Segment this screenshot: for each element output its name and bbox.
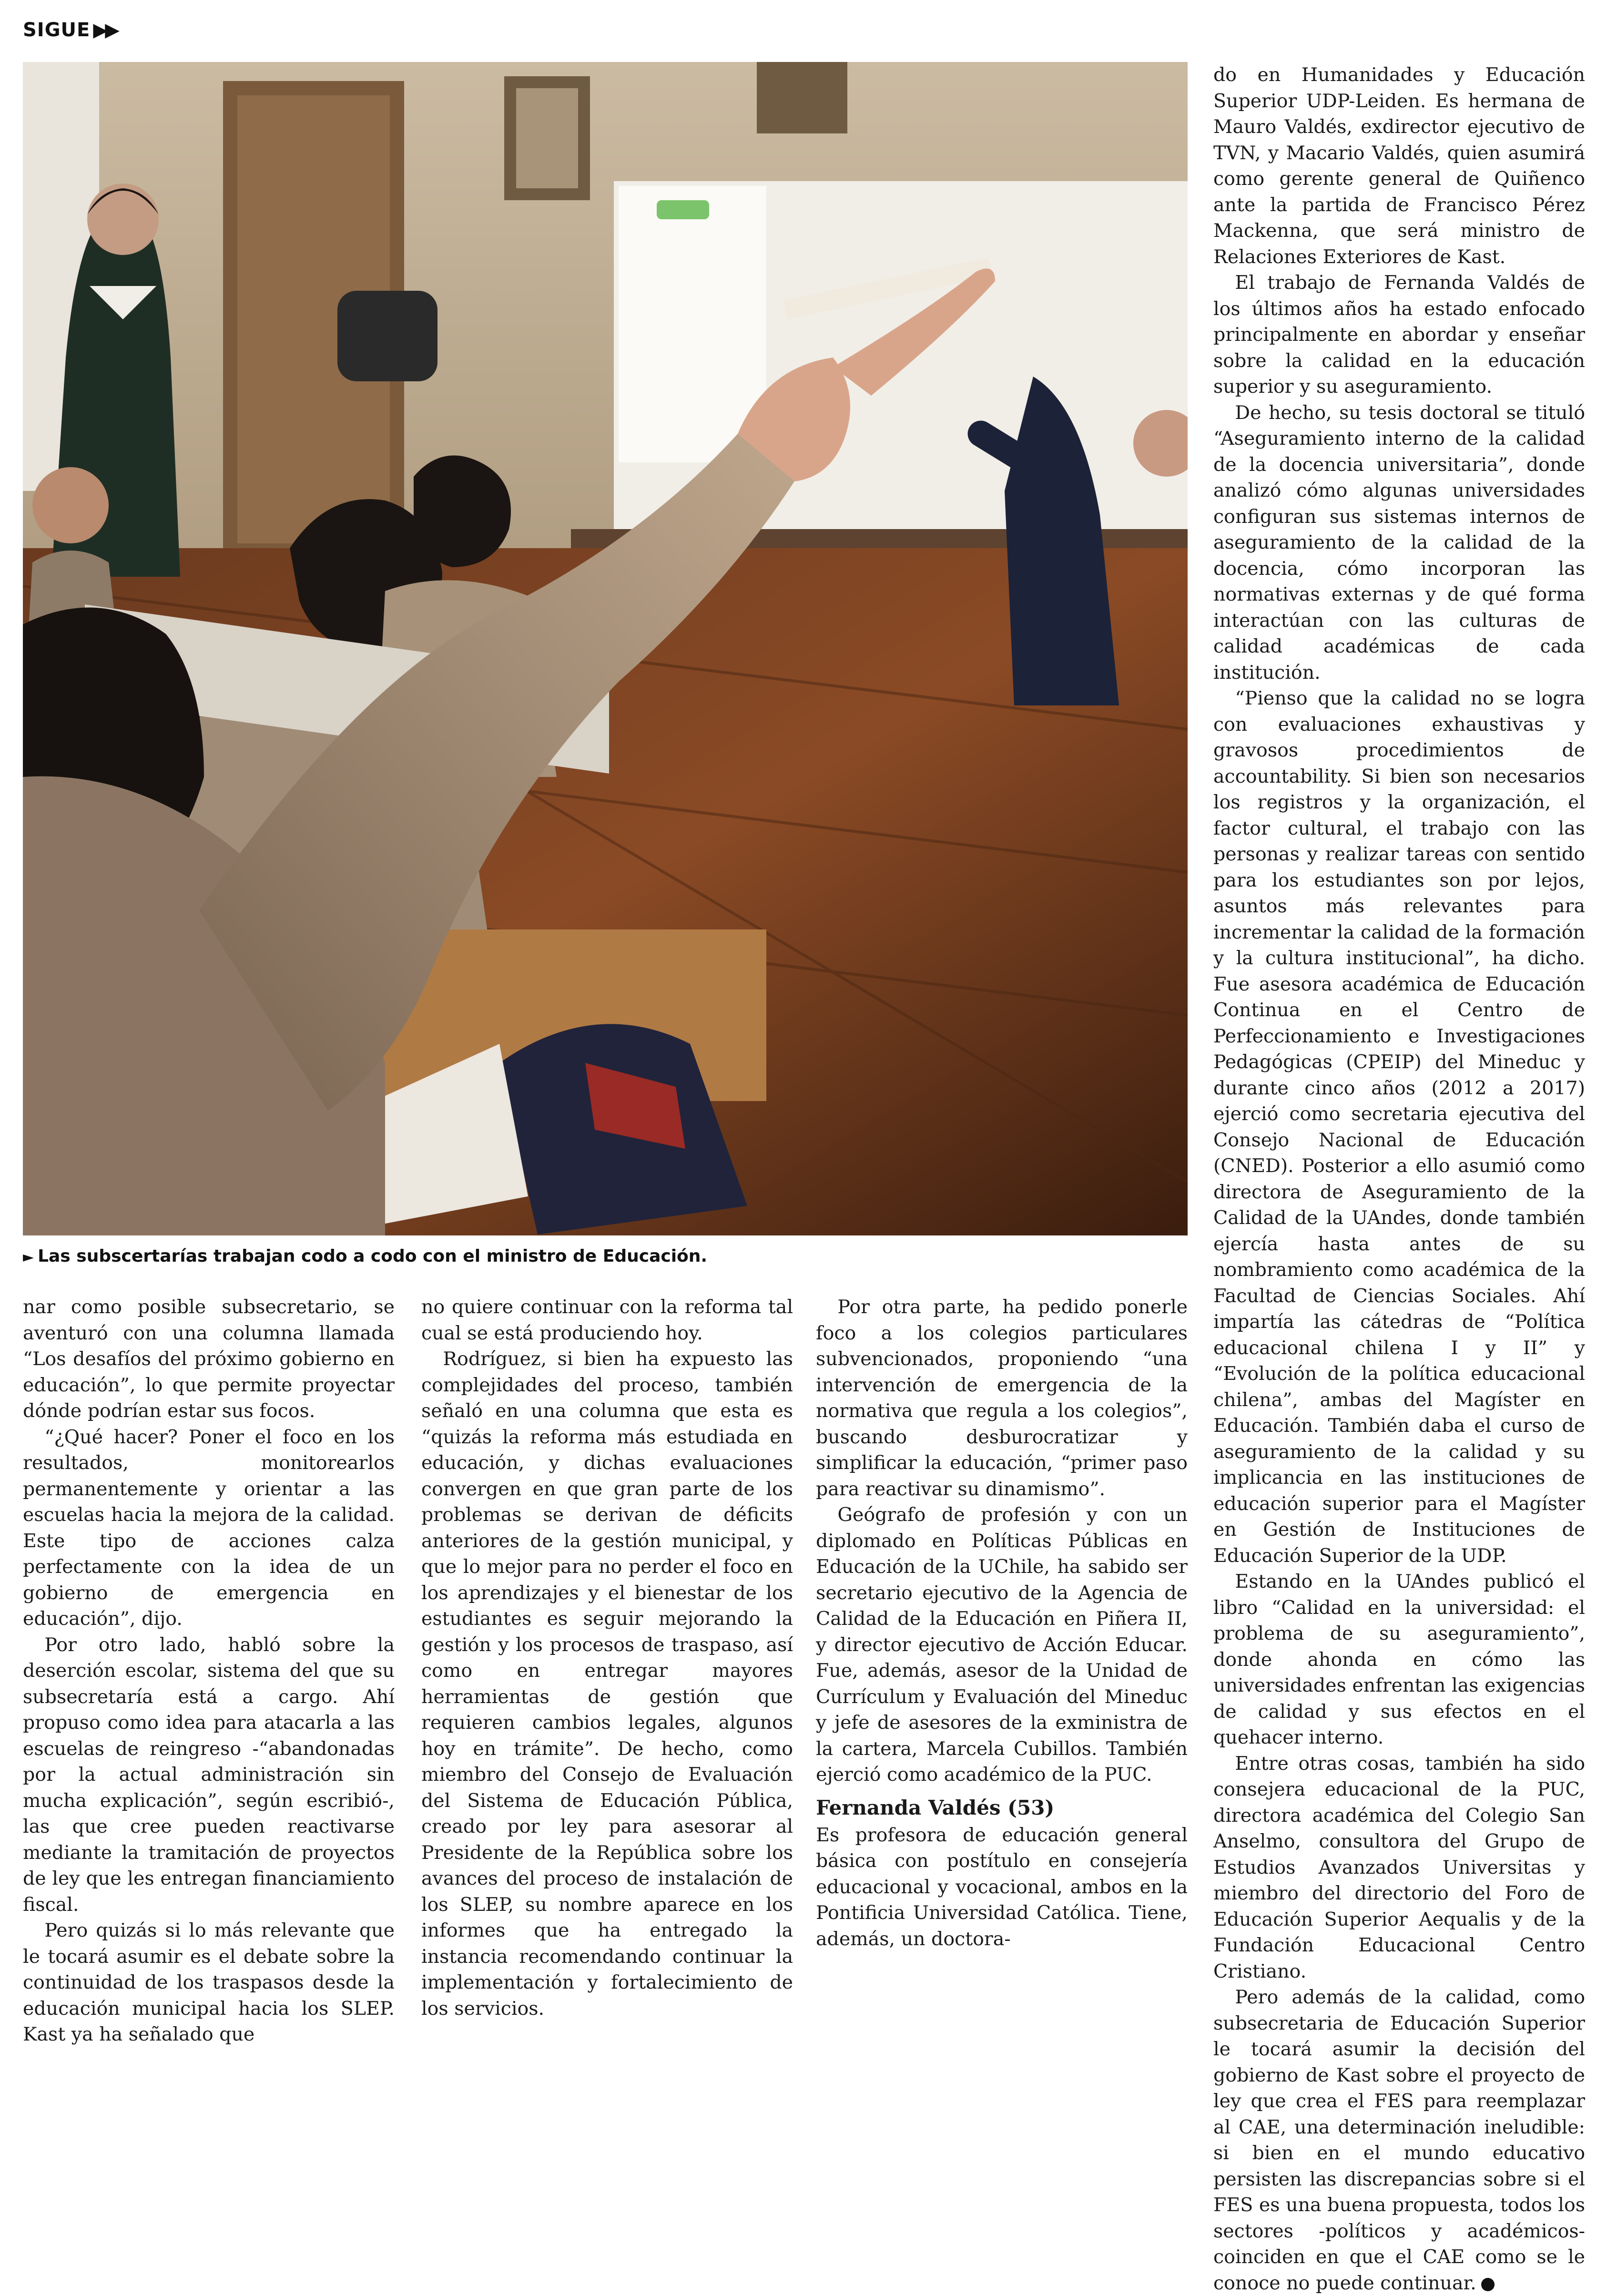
paragraph: Por otro lado, habló sobre la deserción escolar, sistema del que su subsecretaría está a cargo. Ahí propuso como idea para atacarla a las escuelas de reingreso -“abandonadas por la actual administración sin mucha explicación”, según escribió-, las que cree pueden reactivarse mediante la tramitación de proyectos de ley que les entregan financiamiento fiscal.	[23, 1633, 395, 1916]
paragraph-final	[1213, 1984, 1585, 2296]
article-column-4	[1213, 62, 1585, 2296]
paragraph: Entre otras cosas, también ha sido consejera educacional de la PUC, directora académica del Colegio San Anselmo, consultora del Grupo de Estudios Avanzados Universitas y miembro del directorio del Foro de Educación Superior Aequalis y de la Fundación Educacional Centro Cristiano.	[1213, 1752, 1585, 1982]
article-column-2	[421, 1294, 793, 2021]
paragraph: no quiere continuar con la reforma tal cual se está produciendo hoy.	[421, 1296, 793, 1344]
article-column-3	[816, 1294, 1188, 1952]
profile-heading: Fernanda Valdés (53)	[816, 1796, 1055, 1819]
article-column-1	[23, 1294, 395, 2048]
sigue-text: SIGUE	[23, 19, 91, 41]
paragraph: nar como posible subsecretario, se aventuró con una columna llamada “Los desafíos del próximo gobierno en educación”, lo que permite proyectar dónde podrían estar sus focos.	[23, 1296, 395, 1422]
caption-marker-icon: ►	[23, 1249, 34, 1265]
paragraph: Geógrafo de profesión y con un diplomado en Políticas Públicas en Educación de la UChile, ha sabido ser secretario ejecutivo de la Agencia de Calidad de la Educación en Piñera II, y director ejecutivo de Acción Educar. Fue, además, asesor de la Unidad de Currículum y Evaluación del Mineduc y jefe de asesores de la exministra de la cartera, Marcela Cubillos. También ejerció como académico de la PUC.	[816, 1504, 1188, 1786]
paragraph: El trabajo de Fernanda Valdés de los últimos años ha estado enfocado principalmente en abordar y enseñar sobre la calidad en la educación superior y su aseguramiento.	[1213, 272, 1585, 398]
paragraph: Es profesora de educación general básica con postítulo en consejería educacional y vocacional, ambos en la Pontificia Universidad Católica. Tiene, además, un doctora-	[816, 1824, 1188, 1950]
paragraph: Rodríguez, si bien ha expuesto las complejidades del proceso, también señaló en una columna que esta es “quizás la reforma más estudiada en educación, y dichas evaluaciones convergen en que gran parte de los problemas se derivan de déficits anteriores de la gestión municipal, y que lo mejor para no perder el foco en los aprendizajes y el bienestar de los estudiantes es seguir mejorando la gestión y los procesos de traspaso, así como en entregar mayores herramientas de gestión que requieren cambios legales, algunos hoy en trámite”. De hecho, como miembro del Consejo de Evaluación del Sistema de Educación Pública, creado por ley para asesorar al Presidente de la República sobre los avances del proceso de instalación de los SLEP, su nombre aparece en los informes que ha entregado la instancia recomendando continuar la implementación y fortalecimiento de los servicios.	[421, 1348, 793, 2020]
paragraph: Pero quizás si lo más relevante que le tocará asumir es el debate sobre la continuidad de los traspasos desde la educación municipal hacia los SLEP. Kast ya ha señalado que	[23, 1919, 395, 2045]
paragraph: “¿Qué hacer? Poner el foco en los resultados, monitorearlos permanentemente y orientar a las escuelas hacia la mejora de la calidad. Este tipo de acciones calza perfectamente con la idea de un gobierno de emergencia en educación”, dijo.	[23, 1426, 395, 1630]
classroom-illustration	[23, 62, 1188, 1235]
paragraph: Por otra parte, ha pedido ponerle foco a los colegios particulares subvencionados, proponiendo “una intervención de emergencia de la normativa que regula a los colegios”, buscando desburocratizar y simplificar la educación, “primer paso para reactivar su dinamismo”.	[816, 1296, 1188, 1500]
paragraph: Estando en la UAndes publicó el libro “Calidad en la universidad: el problema de su aseguramiento”, donde ahonda en cómo las universidades enfrentan las exigencias de calidad y sus efectos en el quehacer interno.	[1213, 1571, 1585, 1748]
section-continues-label	[23, 19, 117, 41]
photo-caption	[23, 1246, 1186, 1266]
final-paragraph-text: Pero además de la calidad, como subsecretaria de Educación Superior le tocará asumir la decisión del gobierno de Kast sobre el proyecto de ley que crea el FES para reemplazar al CAE, una determinación ineludible: si bien en el mundo educativo persisten las discrepancias sobre si el FES es una buena propuesta, todos los sectores -políticos y académicos- coinciden en que el CAE como se le conoce no puede continuar.	[1213, 1986, 1585, 2294]
end-of-article-icon	[1481, 2278, 1495, 2291]
double-arrow-icon: ▶▶	[93, 19, 117, 41]
classroom-photo	[23, 62, 1188, 1235]
caption-text: Las subscertarías trabajan codo a codo con el ministro de Educación.	[38, 1246, 708, 1266]
paragraph: De hecho, su tesis doctoral se tituló “Aseguramiento interno de la calidad de la docencia universitaria”, donde analizó cómo algunas universidades configuran sus sistemas internos de aseguramiento de la calidad de la docencia, cómo incorporan las normativas externas y de qué forma interactúan con las culturas de calidad académicas de cada institución.	[1213, 401, 1585, 684]
paragraph: do en Humanidades y Educación Superior UDP-Leiden. Es hermana de Mauro Valdés, exdirector ejecutivo de TVN, y Macario Valdés, quien asumirá como gerente general de Quiñenco ante la partida de Francisco Pérez Mackenna, que será ministro de Relaciones Exteriores de Kast.	[1213, 64, 1585, 268]
paragraph: “Pienso que la calidad no se logra con evaluaciones exhaustivas y gravosos procedimientos de accountability. Si bien son necesarios los registros y la organización, el factor cultural, el trabajo con las personas y realizar tareas con sentido para los estudiantes son por lejos, asuntos más relevantes para incrementar la calidad de la formación y la cultura institucional”, ha dicho. Fue asesora académica de Educación Continua en el Centro de Perfeccionamiento e Investigaciones Pedagógicas (CPEIP) del Mineduc y durante cinco años (2012 a 2017) ejerció como secretaria ejecutiva del Consejo Nacional de Educación (CNED). Posterior a ello asumió como directora de Aseguramiento de la Calidad de la UAndes, donde también ejercía hasta antes de su nombramiento como académica de la Facultad de Ciencias Sociales. Ahí impartía las cátedras de “Política educacional chilena I y II” y “Evolución de la política educacional chilena”, ambas del Magíster en Educación. También daba el curso de aseguramiento de la calidad y su implicancia en las instituciones de educación superior para el Magíster en Gestión de Instituciones de Educación Superior de la UDP.	[1213, 687, 1585, 1567]
